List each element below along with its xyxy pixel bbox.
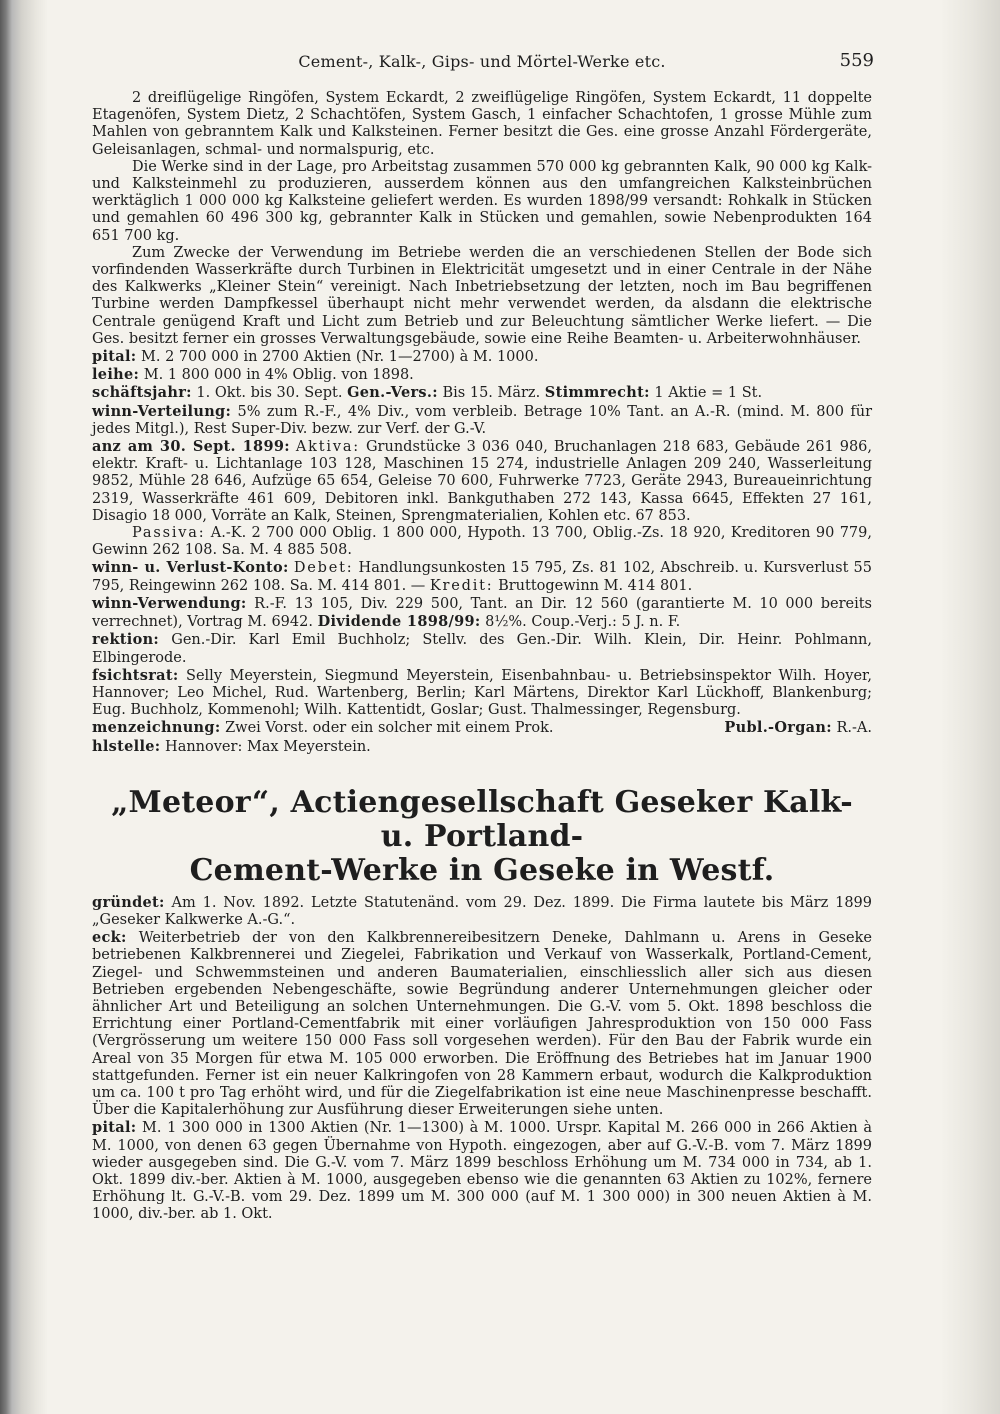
entry-zahlstelle [92,738,872,756]
entry-passiva [92,525,872,559]
paragraph-power: Zum Zwecke der Verwendung im Betriebe werden die an verschiedenen Stellen der Bode sich vorfindenden Wasserkräfte durch Turbinen in Elektricität umgesetzt und in einer Centrale in der Nähe des Kalkwerks „Kleiner Stein“ vereinigt. Nach Inbetriebsetzung der letzten, noch im Bau begriffenen Turbine werden Dampfkessel überhaupt nicht mehr verwendet werden, da alsdann die elektrische Centrale genügend Kraft und Licht zum Betrieb und zur Beleuchtung sämtlicher Werke liefert. — Die Ges. besitzt ferner ein grosses Verwaltungsgebäude, sowie eine Reihe Beamten- u. Arbeiterwohnhäuser. [92,244,872,347]
company-title-line-1: „Meteor“, Actiengesellschaft Geseker Kalk- u. Portland- [111,784,853,854]
entry-text: M. 1 300 000 in 1300 Aktien (Nr. 1—1300) à M. 1000. Urspr. Kapital M. 266 000 in 266 Aktien à M. 1000, von denen 63 gegen Übernahme von Hypoth. eingezogen, aber auf G.-V.-B. vom 7. März 1899 wieder ausgegeben sind. Die G.-V. vom 7. März 1899 beschloss Erhöhung um M. 734 000 in 734, ab 1. Okt. 1899 div.-ber. Aktien à M. 1000, ausgegeben ebenso wie die genannten 63 Aktien zu 102%, fernere Erhöhung lt. G.-V.-B. vom 29. Dez. 1899 um M. 300 000 (auf M. 1 300 000) in 300 neuen Aktien à M. 1000, div.-ber. ab 1. Okt. [92,1120,872,1223]
kredit-label: Kredit: [429,577,494,594]
entry-text: Handlungsunkosten 15 795, Zs. 81 102, Abschreib. u. Kursverlust 55 795, Reingewinn 262 108. Sa. M. 414 801. — [92,560,872,594]
entry-label: anz am 30. Sept. 1899: [92,438,290,456]
entry-text: R.-A. [831,720,872,737]
entry-label: winn- u. Verlust-Konto: [92,559,289,577]
page-edge-shadow [940,0,1000,1414]
company-title [92,786,872,888]
entry-anleihe [92,366,872,384]
entry-text: R.-F. 13 105, Div. 229 500, Tant. an Dir. 12 560 (garantierte M. 10 000 bereits verrechnet), Vortrag M. 6942. [92,595,872,631]
entry-label: pital: [92,1119,137,1137]
entry-text: Hannover: Max Meyerstein. [160,738,371,755]
entry-label: winn-Verwendung: [92,594,247,612]
entry-gewinnverwendung [92,595,872,631]
entry-label: fsichtsrat: [92,666,179,684]
entry-kapital [92,348,872,366]
page-header [92,48,872,78]
entry-label: schäftsjahr: [92,384,192,402]
dividende-label: Dividende 1898/99: [317,613,481,631]
passiva-label: Passiva: [132,525,206,542]
entry-text: M. 1 800 000 in 4% Oblig. von 1898. [139,367,414,384]
entry-text: Bruttogewinn M. 414 801. [493,577,693,594]
company-title-line-2: Cement-Werke in Geseke in Westf. [189,852,775,888]
entry-text: Am 1. Nov. 1892. Letzte Statutenänd. vom 29. Dez. 1899. Die Firma lautete bis März 1899 „Geseker Kalkwerke A.-G.“. [92,894,872,928]
entry-kapital-meteor [92,1119,872,1223]
entry-zweck [92,929,872,1119]
aktiva-label: Aktiva: [295,439,360,456]
entry-text: Bis 15. März. [437,385,545,402]
paragraph-production: Die Werke sind in der Lage, pro Arbeitstag zusammen 570 000 kg gebrannten Kalk, 90 000 kg Kalk- und Kalksteinmehl zu produzieren, ausserdem können aus den umfangreichen Kalksteinbrüchen werktäglich 1 000 000 kg Kalksteine geliefert werden. Es wurden 1898/99 versandt: Rohkalk in Stücken und gemahlen 60 496 300 kg, gebrannter Kalk in Stücken und gemahlen, sowie Nebenprodukten 164 651 700 kg. [92,158,872,244]
document-page [92,48,872,1224]
entry-text: 1. Okt. bis 30. Sept. [191,385,348,402]
entry-text: 5% zum R.-F., 4% Div., vom verbleib. Betrage 10% Tant. an A.-R. (mind. M. 800 für jedes Mitgl.), Rest Super-Div. bezw. zur Verf. der G.-V. [92,403,872,437]
section-harzer-kalkwerke [92,90,872,756]
debet-label: Debet: [293,560,354,577]
entry-label: hlstelle: [92,737,161,755]
entry-gegruendet [92,894,872,929]
entry-text: 1 Aktie = 1 St. [649,385,763,402]
entry-geschaeftsjahr [92,384,872,402]
entry-label: leihe: [92,366,140,384]
page-number: 559 [839,50,874,71]
entry-label: gründet: [92,893,165,911]
stimmrecht-label: Stimmrecht: [544,384,650,402]
gen-vers-label: Gen.-Vers.: [347,384,438,402]
entry-text: M. 2 700 000 in 2700 Aktien (Nr. 1—2700) à M. 1000. [136,349,539,366]
entry-label: eck: [92,929,127,947]
entry-text: Weiterbetrieb der von den Kalkbrennereibesitzern Deneke, Dahlmann u. Arens in Geseke betriebenen Kalkbrennerei und Ziegelei, Fabrikation und Verkauf von Wasserkalk, Portland-Cement, Ziegel- und Schwemmsteinen und anderen Baumaterialien, einschliesslich aller sich aus diesen Betrieben ergebenden Nebengeschäfte, sowie Begründung anderer Unternehmungen gleicher oder ähnlicher Art und Beteiligung an solchen Unternehmungen. Die G.-V. vom 5. Okt. 1898 beschloss die Errichtung einer Portland-Cementfabrik mit einer vorläufigen Jahresproduktion von 150 000 Fass (Vergrösserung um weitere 150 000 Fass soll vorgesehen werden). Für den Bau der Fabrik wurde ein Areal von 35 Morgen für etwa M. 105 000 erworben. Die Eröffnung des Betriebes hat im Januar 1900 stattgefunden. Ferner ist ein neuer Kalkringofen von 28 Kammern erbaut, wodurch die Kalkproduktion um ca. 100 t pro Tag erhöht wird, und für die Ziegelfabrikation ist eine neue Maschinenpresse beschafft. Über die Kapitalerhöhung zur Ausführung dieser Erweiterungen siehe unten. [92,930,872,1119]
entry-text: Selly Meyerstein, Siegmund Meyerstein, Eisenbahnbau- u. Betriebsinspektor Wilh. Hoyer, Hannover; Leo Michel, Rud. Wartenberg, Berlin; Karl Märtens, Direktor Karl Lückhoff, Blankenburg; Eug. Buchholz, Kommenohl; Wilh. Kattentidt, Goslar; Gust. Thalmessinger, Regensburg. [92,667,872,719]
entry-gewinn-verlust [92,559,872,594]
binding-shadow [0,0,48,1414]
entry-label: menzeichnung: [92,719,221,737]
section-meteor [92,786,872,1224]
entry-text: 8½%. Coup.-Verj.: 5 J. n. F. [480,614,681,631]
entry-prokura [92,719,872,737]
entry-text: Gen.-Dir. Karl Emil Buchholz; Stellv. des Gen.-Dir. Wilh. Klein, Dir. Heinr. Pohlmann, Elbingerode. [92,632,872,666]
running-head: Cement-, Kalk-, Gips- und Mörtel-Werke etc. [298,52,666,71]
entry-aufsichtsrat [92,667,872,720]
entry-label: pital: [92,348,137,366]
entry-gewinnverteilung [92,403,872,438]
entry-text: Grundstücke 3 036 040, Bruchanlagen 218 683, Gebäude 261 986, elektr. Kraft- u. Lichtanlage 103 128, Maschinen 15 274, industrielle Anlagen 209 240, Wasserleitung 9852, Mühle 28 646, Aufzüge 65 654, Geleise 70 600, Fuhrwerke 7723, Geräte 2943, Bureaueinrichtung 2319, Wasserkräfte 461 609, Debitoren inkl. Bankguthaben 272 143, Kassa 6645, Effekten 27 161, Disagio 18 000, Vorräte an Kalk, Steinen, Sprengmaterialien, Kohlen etc. 67 853. [92,439,873,524]
entry-label: winn-Verteilung: [92,402,232,420]
entry-direktion [92,631,872,666]
entry-text: Zwei Vorst. oder ein solcher mit einem Prok. [220,720,554,737]
entry-label: rektion: [92,631,160,649]
paragraph-kilns: 2 dreiflügelige Ringöfen, System Eckardt, 2 zweiflügelige Ringöfen, System Eckardt, 11 doppelte Etagenöfen, System Dietz, 2 Schachtöfen, System Gasch, 1 einfacher Schachtofen, 1 grosse Mühle zum Mahlen von gebranntem Kalk und Kalksteinen. Ferner besitzt die Ges. eine grosse Anzahl Fördergeräte, Geleisanlagen, schmal- und normalspurig, etc. [92,90,872,158]
entry-text: A.-K. 2 700 000 Oblig. 1 800 000, Hypoth. 13 700, Oblig.-Zs. 18 920, Kreditoren 90 779, Gewinn 262 108. Sa. M. 4 885 508. [92,525,872,559]
publ-organ-label: Publ.-Organ: [724,719,832,737]
entry-bilanz [92,438,872,525]
